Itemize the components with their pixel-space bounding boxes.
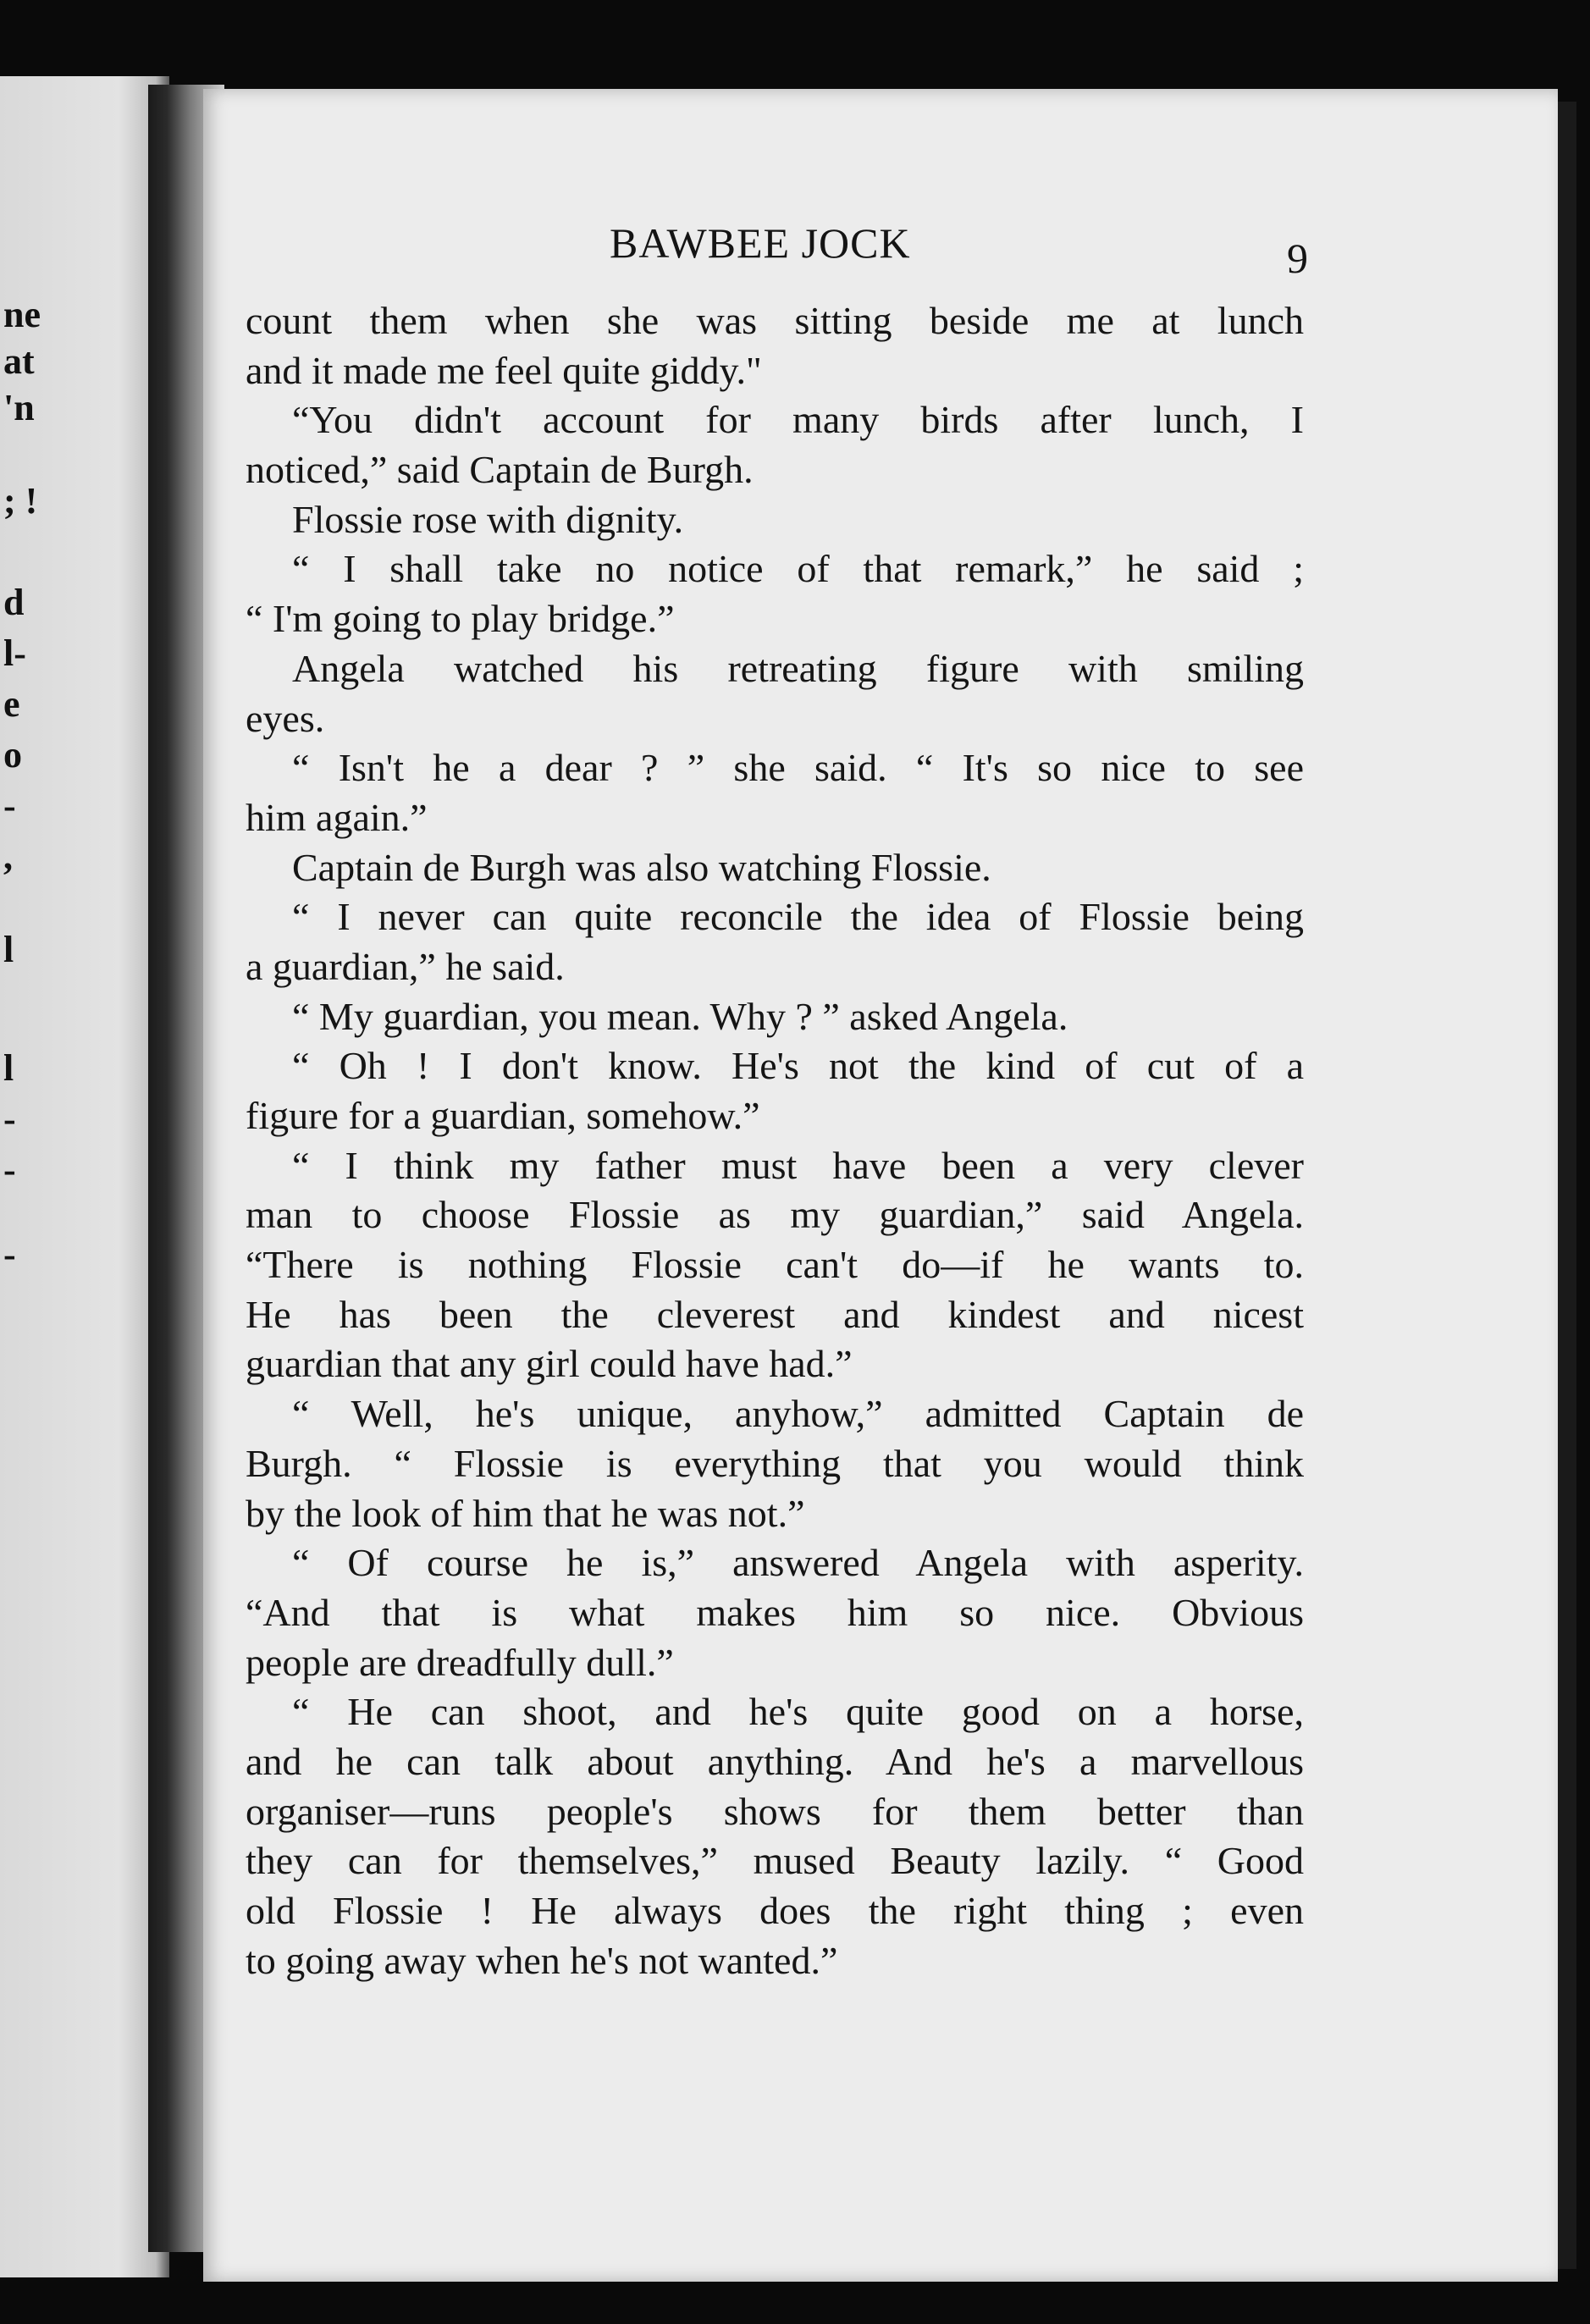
facing-page-fragment: -: [3, 1234, 16, 1275]
facing-page-fragment: -: [3, 785, 16, 826]
facing-page-fragment: ne: [3, 294, 41, 335]
text-line: him again.”: [246, 795, 428, 839]
text-line: figure for a guardian, somehow.”: [246, 1094, 760, 1137]
text-line: “There is nothing Flossie can't do—if he wants to.: [246, 1243, 1304, 1287]
text-line: “You didn't account for many birds after lunch, I: [292, 398, 1304, 442]
text-line: “ I shall take no notice of that remark,” he said ;: [292, 547, 1304, 591]
facing-page-fragment: e: [3, 683, 20, 725]
text-line: organiser—runs people's shows for them better than: [246, 1789, 1304, 1833]
text-line: Flossie rose with dignity.: [292, 497, 684, 541]
facing-page-fragment: ,: [3, 836, 13, 877]
text-line: “And that is what makes him so nice. Obvious: [246, 1590, 1304, 1634]
text-line: “ Isn't he a dear ? ” she said. “ It's so nice to see: [292, 746, 1304, 790]
text-line: “ Of course he is,” answered Angela with asperity.: [292, 1541, 1304, 1585]
page-edge-shadow: [1558, 102, 1576, 2269]
text-line: “ Well, he's unique, anyhow,” admitted Captain de: [292, 1392, 1304, 1436]
text-line: “ I think my father must have been a very clever: [292, 1143, 1304, 1187]
text-line: “ I'm going to play bridge.”: [246, 597, 675, 641]
text-line: and it made me feel quite giddy.": [246, 348, 762, 392]
text-line: people are dreadfully dull.”: [246, 1640, 674, 1684]
text-line: by the look of him that he was not.”: [246, 1491, 805, 1535]
text-line: noticed,” said Captain de Burgh.: [246, 448, 754, 492]
text-line: Burgh. “ Flossie is everything that you would think: [246, 1441, 1304, 1485]
text-line: they can for themselves,” mused Beauty lazily. “ Good: [246, 1839, 1304, 1883]
facing-page-edge: [0, 76, 169, 2277]
running-head: BAWBEE JOCK: [610, 219, 911, 267]
text-line: eyes.: [246, 696, 325, 740]
page-number: 9: [1287, 235, 1308, 282]
body-text: [246, 296, 1304, 1985]
facing-page-fragment: at: [3, 340, 35, 382]
facing-page-fragment: l: [3, 929, 14, 970]
text-line: guardian that any girl could have had.”: [246, 1342, 853, 1386]
text-line: count them when she was sitting beside me at lunch: [246, 299, 1304, 342]
text-line: to going away when he's not wanted.”: [246, 1938, 838, 1982]
facing-page-fragment: ; !: [3, 480, 38, 522]
text-line: Captain de Burgh was also watching Flossie.: [292, 845, 991, 889]
facing-page-fragment: -: [3, 1149, 16, 1190]
facing-page-fragment: -: [3, 1098, 16, 1140]
facing-page-fragment: d: [3, 582, 25, 623]
text-line: “ My guardian, you mean. Why ? ” asked Angela.: [292, 994, 1068, 1038]
text-line: “ I never can quite reconcile the idea of Flossie being: [292, 895, 1304, 939]
text-line: He has been the cleverest and kindest and nicest: [246, 1292, 1304, 1336]
text-line: Angela watched his retreating figure with smiling: [292, 646, 1304, 690]
text-line: and he can talk about anything. And he's a marvellous: [246, 1739, 1304, 1783]
text-line: “ Oh ! I don't know. He's not the kind of cut of a: [292, 1044, 1304, 1088]
text-line: a guardian,” he said.: [246, 944, 565, 988]
text-line: old Flossie ! He always does the right thing ; even: [246, 1889, 1304, 1932]
text-line: man to choose Flossie as my guardian,” said Angela.: [246, 1193, 1304, 1237]
facing-page-fragment: o: [3, 734, 22, 776]
facing-page-fragment: l-: [3, 632, 26, 674]
facing-page-fragment: l: [3, 1047, 14, 1089]
facing-page-fragment: 'n: [3, 387, 35, 428]
text-line: “ He can shoot, and he's quite good on a horse,: [292, 1690, 1304, 1734]
